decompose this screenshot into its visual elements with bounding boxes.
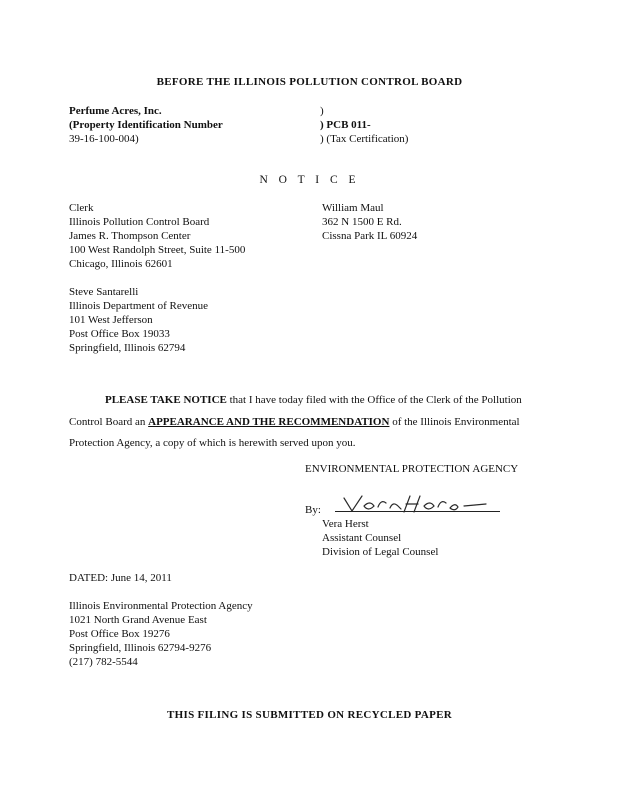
- dated-line: DATED: June 14, 2011: [69, 572, 172, 584]
- address-line: Illinois Pollution Control Board: [69, 216, 210, 228]
- case-number: ) PCB 011-: [320, 119, 371, 131]
- address-line: Illinois Department of Revenue: [69, 300, 208, 312]
- recipient-maul: [322, 201, 417, 243]
- case-type: ) (Tax Certification): [320, 133, 409, 145]
- phone-number: (217) 782-5544: [69, 656, 138, 668]
- address-line: Clerk: [69, 202, 94, 214]
- address-line: Steve Santarelli: [69, 286, 139, 298]
- caption-party-line: Perfume Acres, Inc.: [69, 105, 162, 117]
- address-line: Cissna Park IL 60924: [322, 230, 418, 242]
- recycled-notice: THIS FILING IS SUBMITTED ON RECYCLED PAPER: [167, 709, 452, 721]
- signer-block: [322, 517, 438, 559]
- notice-text: that I have today filed with the Office of the Clerk of the Pollution Control Board an: [69, 394, 522, 428]
- notice-emphasis: APPEARANCE AND THE RECOMMENDATION: [148, 415, 390, 428]
- address-line: 100 West Randolph Street, Suite 11-500: [69, 244, 246, 256]
- address-line: 1021 North Grand Avenue East: [69, 614, 207, 626]
- address-line: Post Office Box 19276: [69, 628, 170, 640]
- address-line: 101 West Jefferson: [69, 314, 153, 326]
- address-line: Illinois Environmental Protection Agency: [69, 600, 253, 612]
- notice-body: [69, 390, 549, 455]
- agency-address: [69, 599, 253, 669]
- agency-name: ENVIRONMENTAL PROTECTION AGENCY: [305, 463, 519, 475]
- recipient-revenue: [69, 285, 208, 355]
- address-line: Post Office Box 19033: [69, 328, 170, 340]
- address-line: Springfield, Illinois 62794-9276: [69, 642, 212, 654]
- caption-party-line: 39-16-100-004): [69, 133, 139, 145]
- notice-lead: PLEASE TAKE NOTICE: [105, 394, 227, 406]
- document-title: BEFORE THE ILLINOIS POLLUTION CONTROL BOARD: [156, 76, 463, 88]
- caption-party-line: (Property Identification Number: [69, 119, 223, 131]
- signer-title: Assistant Counsel: [322, 532, 402, 544]
- address-line: William Maul: [322, 202, 384, 214]
- by-label: By:: [305, 504, 321, 516]
- address-line: 362 N 1500 E Rd.: [322, 216, 402, 228]
- signer-name: Vera Herst: [322, 518, 369, 530]
- case-caption-docket: [320, 104, 408, 146]
- handwritten-signature: [340, 492, 490, 516]
- case-caption-party: [69, 104, 223, 146]
- caption-paren: ): [320, 105, 324, 117]
- address-line: James R. Thompson Center: [69, 230, 191, 242]
- notice-heading: N O T I C E: [259, 174, 360, 186]
- signer-division: Division of Legal Counsel: [322, 546, 439, 558]
- recipient-clerk: [69, 201, 245, 271]
- notice-text: of the Illinois Environmental Protection Agency, a copy of which is herewith served upon you.: [69, 415, 520, 449]
- address-line: Springfield, Illinois 62794: [69, 342, 186, 354]
- address-line: Chicago, Illinois 62601: [69, 258, 173, 270]
